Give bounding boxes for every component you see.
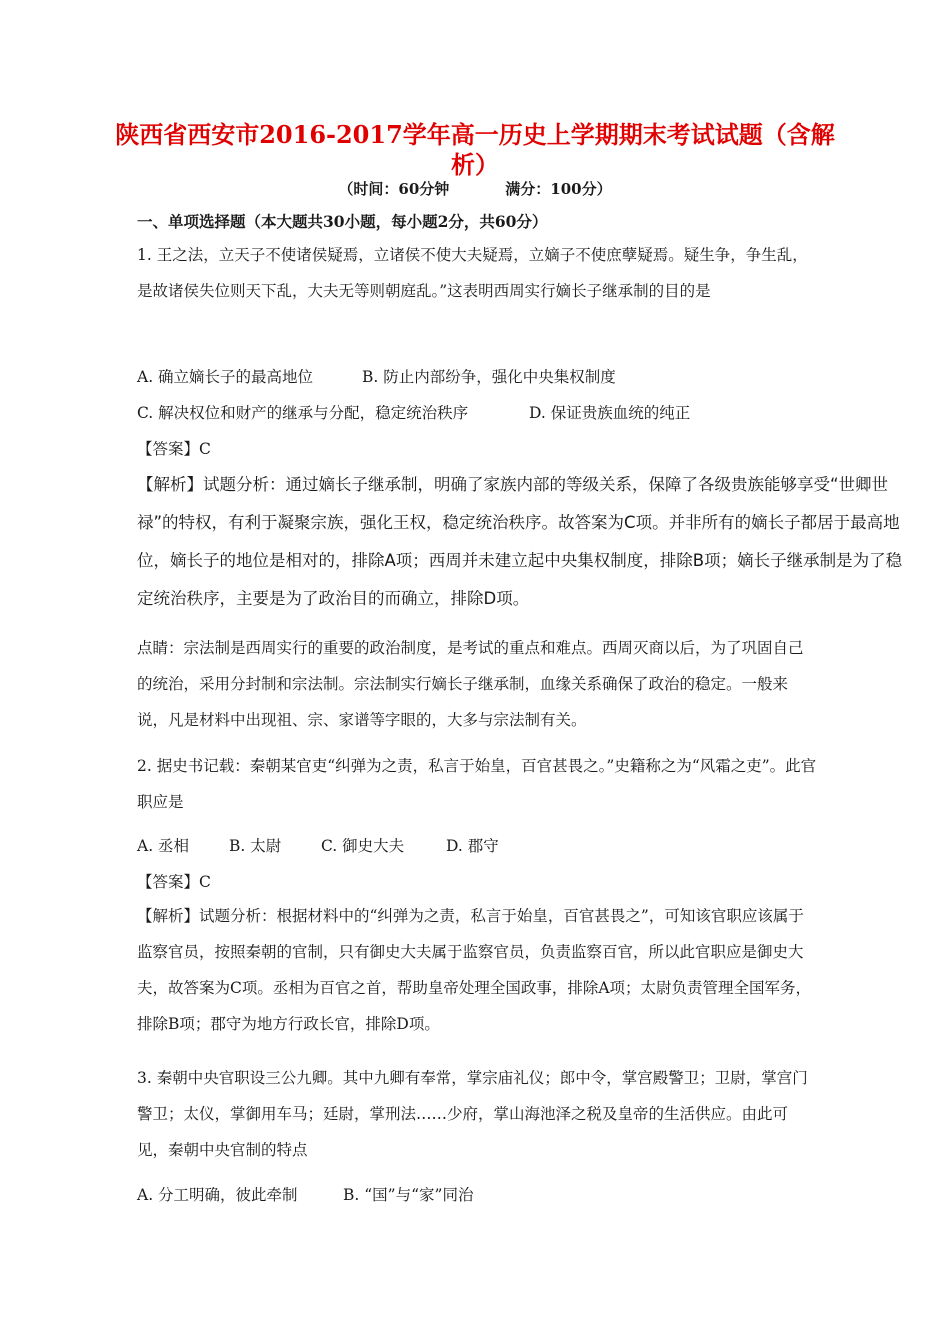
question-1-option-a: A. 确立嫡长子的最高地位: [137, 368, 314, 386]
exam-info: [110, 178, 840, 199]
question-2-stem: 2. 据史书记载：秦朝某官吏“纠弹为之责，私言于始皇，百官甚畏之。”史籍称之为“风霜之吏”。此官职应是: [137, 757, 817, 811]
question-1-stem: 1. 王之法，立天子不使诸侯疑焉，立诸侯不使大夫疑焉，立嫡子不使庶孽疑焉。疑生争，争生乱，是故诸侯失位则天下乱，大夫无等则朝庭乱。”这表明西周实行嫡长子继承制的目的是: [137, 246, 808, 300]
question-1-option-c: C. 解决权位和财产的继承与分配，稳定统治秩序: [137, 404, 469, 422]
question-3-option-a: A. 分工明确，彼此牵制: [137, 1186, 298, 1204]
question-2-analysis: 【解析】试题分析：根据材料中的“纠弹为之责，私言于始皇，百官甚畏之”，可知该官职应该属于监察官员，按照秦朝的官制，只有御史大夫属于监察官员，负责监察百官，所以此官职应是御史大夫，故答案为C项。丞相为百官之首，帮助皇帝处理全国政事，排除A项；太尉负责管理全国军务，排除B项；郡守为地方行政长官，排除D项。: [137, 907, 812, 1033]
question-2-option-a: A. 丞相: [137, 837, 190, 855]
question-3-stem: 3. 秦朝中央官职设三公九卿。其中九卿有奉常，掌宗庙礼仪；郎中令，掌宫殿警卫；卫尉，掌宫门警卫；太仪，掌御用车马；廷尉，掌刑法……少府，掌山海池泽之税及皇帝的生活供应。由此可见，秦朝中央官制的特点: [137, 1069, 808, 1159]
question-1-option-b: B. 防止内部纷争，强化中央集权制度: [362, 368, 616, 386]
question-2-option-b: B. 太尉: [229, 837, 282, 855]
question-1-option-d: D. 保证贵族血统的纯正: [529, 404, 691, 422]
exam-score: 满分：100分）: [505, 180, 612, 198]
exam-time: （时间：60分钟: [338, 180, 450, 198]
section-heading: 一、单项选择题（本大题共30小题，每小题2分，共60分）: [137, 212, 548, 231]
question-2-answer: 【答案】C: [137, 873, 211, 891]
page-title: 陕西省西安市2016-2017学年高一历史上学期期末考试试题（含解析）: [115, 120, 835, 179]
question-2-option-c: C. 御史大夫: [321, 837, 405, 855]
question-1-note: 点睛：宗法制是西周实行的重要的政治制度，是考试的重点和难点。西周灭商以后，为了巩固自己的统治，采用分封制和宗法制。宗法制实行嫡长子继承制，血缘关系确保了政治的稳定。一般来说，凡是材料中出现祖、宗、家谱等字眼的，大多与宗法制有关。: [137, 639, 804, 729]
question-1-options-row-1: [137, 365, 616, 387]
question-2-options: [137, 834, 499, 856]
question-2-option-d: D. 郡守: [446, 837, 499, 855]
question-1-answer: 【答案】C: [137, 440, 211, 458]
question-1-analysis: 【解析】试题分析：通过嫡长子继承制，明确了家族内部的等级关系，保障了各级贵族能够享受“世卿世禄”的特权，有利于凝聚宗族，强化王权，稳定统治秩序。故答案为C项。并非所有的嫡长子都居于最高地位，嫡长子的地位是相对的，排除A项；西周并未建立起中央集权制度，排除B项；嫡长子继承制是为了稳定统治秩序，主要是为了政治目的而确立，排除D项。: [137, 475, 903, 608]
question-3-options-row-1: [137, 1183, 473, 1205]
question-1-options-row-2: [137, 401, 690, 423]
question-3-option-b: B. “国”与“家”同治: [343, 1186, 474, 1204]
